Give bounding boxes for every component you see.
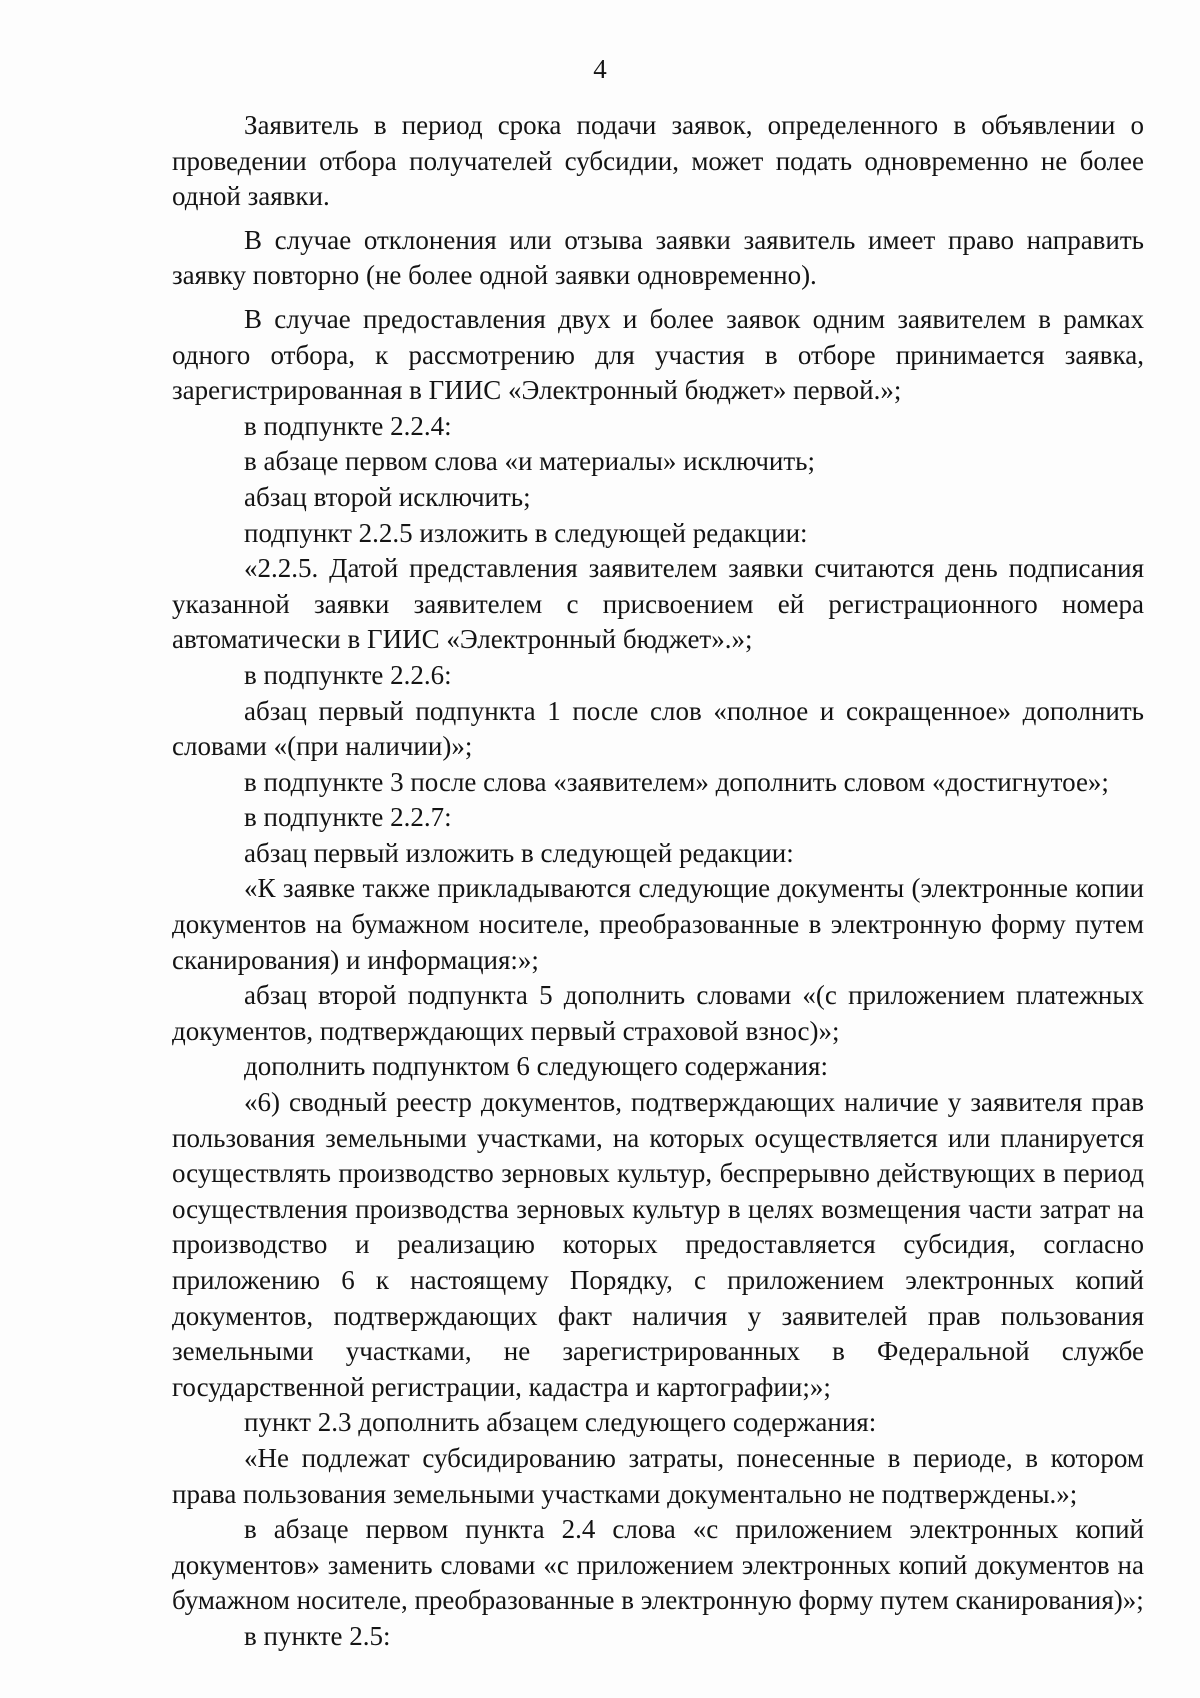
paragraph: абзац первый подпункта 1 после слов «полное и сокращенное» дополнить словами «(при наличии)»; xyxy=(172,695,1144,762)
paragraph: «6) сводный реестр документов, подтверждающих наличие у заявителя прав пользования земельными участками, на которых осуществляется или планируется осуществлять производство зерновых культур, беспрерывно действующих в период осуществления производства зерновых культур в целях возмещения части затрат на производство и реализацию которых предоставляется субсидия, согласно приложению 6 к настоящему Порядку, с приложением электронных копий документов, подтверждающих факт наличия у заявителей прав пользования земельными участками, не зарегистрированных в Федеральной службе государственной регистрации, кадастра и картографии;»; xyxy=(172,1087,1144,1402)
paragraph: дополнить подпунктом 6 следующего содержания: xyxy=(244,1051,828,1082)
page-number: 4 xyxy=(593,54,607,84)
paragraph: в подпункте 2.2.7: xyxy=(244,802,452,833)
paragraph: В случае отклонения или отзыва заявки заявитель имеет право направить заявку повторно (не более одной заявки одновременно). xyxy=(172,224,1144,291)
paragraph: в подпункте 2.2.6: xyxy=(244,659,452,690)
paragraph: подпункт 2.2.5 изложить в следующей редакции: xyxy=(244,517,808,548)
paragraph: «2.2.5. Датой представления заявителем заявки считаются день подписания указанной заявки заявителем с присвоением ей регистрационного номера автоматически в ГИИС «Электронный бюджет».»; xyxy=(172,553,1144,655)
paragraph: «Не подлежат субсидированию затраты, понесенные в периоде, в котором права пользования земельными участками документально не подтверждены.»; xyxy=(172,1442,1144,1509)
paragraph: в пункте 2.5: xyxy=(244,1620,391,1651)
paragraph: абзац второй подпункта 5 дополнить словами «(с приложением платежных документов, подтверждающих первый страховой взнос)»; xyxy=(172,980,1144,1046)
paragraph: абзац второй исключить; xyxy=(244,481,531,512)
paragraph: в абзаце первом пункта 2.4 слова «с приложением электронных копий документов» заменить словами «с приложением электронных копий документов на бумажном носителе, преобразованные в электронную форму путем сканирования)»; xyxy=(172,1514,1144,1616)
paragraph: «К заявке также прикладываются следующие документы (электронные копии документов на бумажном носителе, преобразованные в электронную форму путем сканирования) и информация:»; xyxy=(172,873,1144,975)
paragraph: Заявитель в период срока подачи заявок, определенного в объявлении о проведении отбора получателей субсидии, может подать одновременно не более одной заявки. xyxy=(172,110,1144,212)
document-body xyxy=(172,108,1144,1655)
paragraph: в подпункте 3 после слова «заявителем» дополнить словом «достигнутое»; xyxy=(244,766,1109,797)
paragraph: В случае предоставления двух и более заявок одним заявителем в рамках одного отбора, к рассмотрению для участия в отборе принимается заявка, зарегистрированная в ГИИС «Электронный бюджет» первой.»; xyxy=(172,303,1144,406)
paragraph: абзац первый изложить в следующей редакции: xyxy=(244,837,794,868)
paragraph: в абзаце первом слова «и материалы» исключить; xyxy=(244,446,815,477)
paragraph: пункт 2.3 дополнить абзацем следующего содержания: xyxy=(244,1407,877,1438)
paragraph: в подпункте 2.2.4: xyxy=(244,410,452,441)
